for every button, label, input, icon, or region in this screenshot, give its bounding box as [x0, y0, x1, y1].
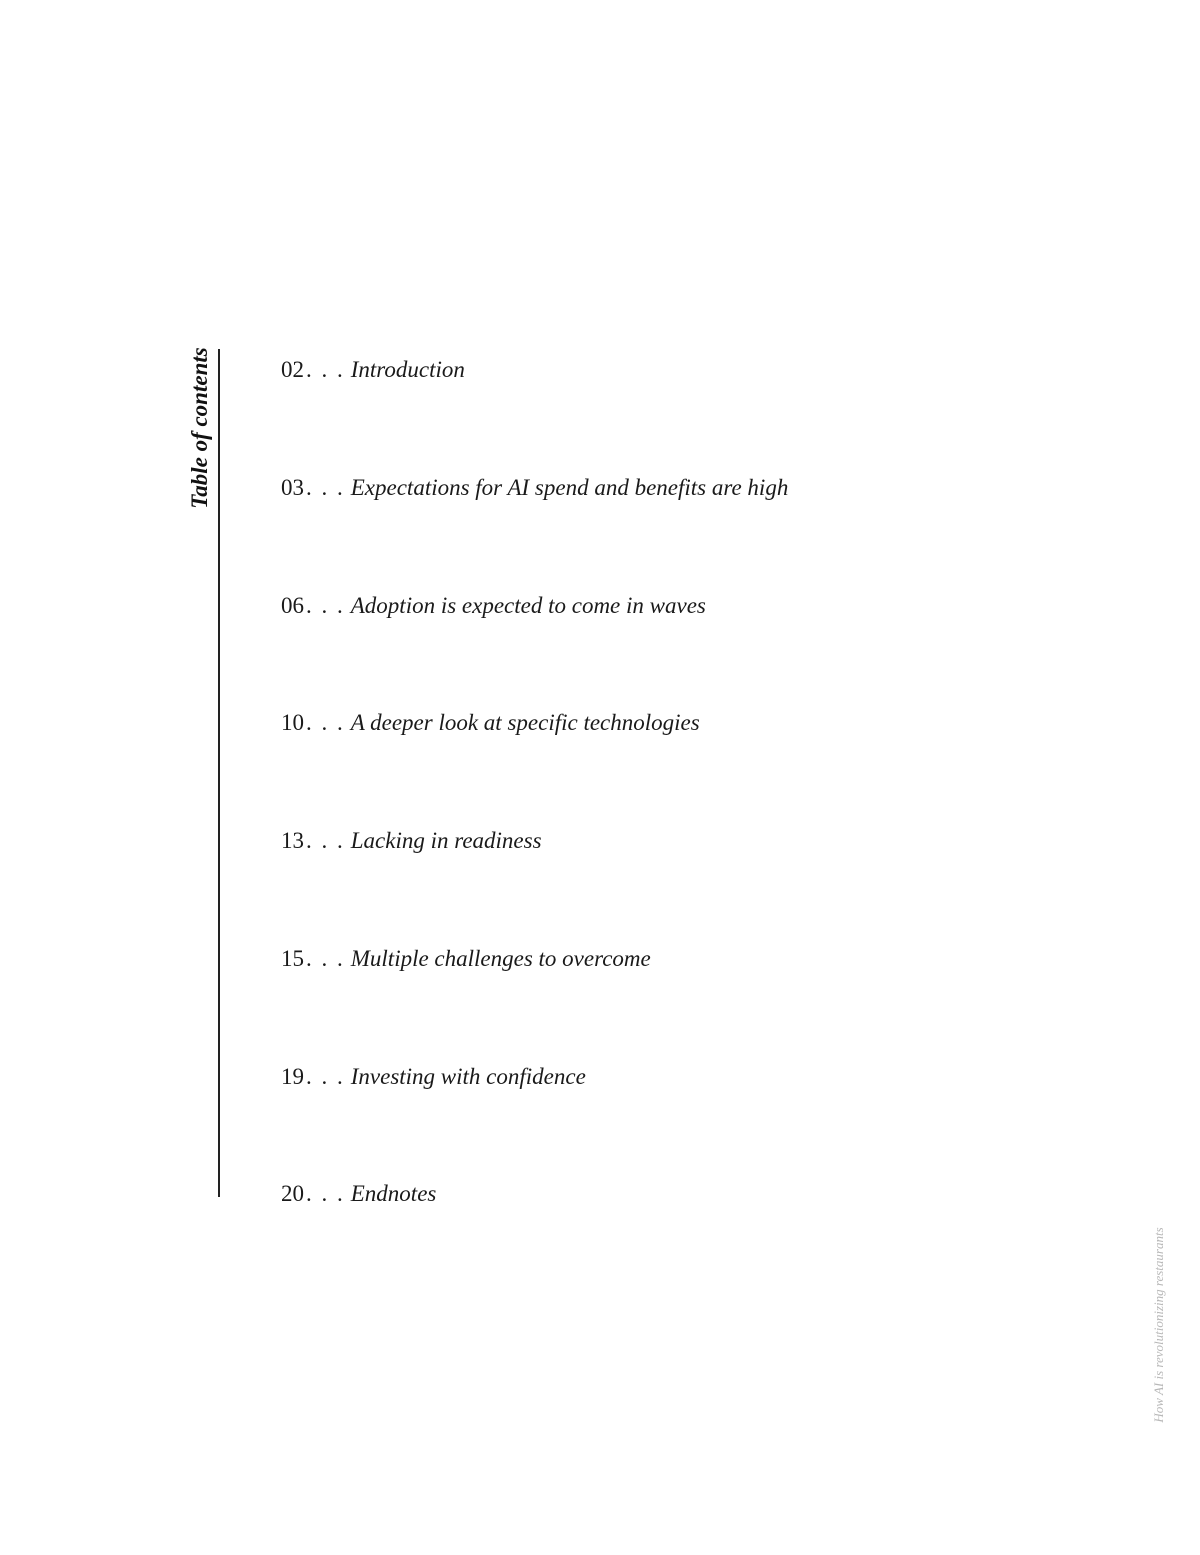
toc-entry-investing[interactable]: [281, 1057, 586, 1097]
toc-entry-leader: . . .: [306, 710, 345, 735]
toc-entry-readiness[interactable]: [281, 821, 542, 861]
toc-entry-leader: . . .: [306, 357, 345, 382]
toc-entry-page-number: 10: [281, 710, 304, 735]
toc-entry-title: Adoption is expected to come in waves: [350, 593, 706, 618]
toc-entry-title: Introduction: [350, 357, 465, 382]
toc-entry-page-number: 19: [281, 1064, 304, 1089]
toc-entry-page-number: 02: [281, 357, 304, 382]
toc-entry-introduction[interactable]: [281, 350, 465, 390]
toc-entry-leader: . . .: [306, 946, 345, 971]
toc-entry-page-number: 15: [281, 946, 304, 971]
toc-entry-deeper-look[interactable]: [281, 703, 700, 743]
toc-entry-page-number: 13: [281, 828, 304, 853]
toc-entry-leader: . . .: [306, 593, 345, 618]
toc-entry-endnotes[interactable]: [281, 1174, 436, 1214]
toc-entry-page-number: 03: [281, 475, 304, 500]
running-footer-title: How AI is revolutionizing restaurants: [1151, 1227, 1166, 1423]
toc-entry-leader: . . .: [306, 1181, 345, 1206]
toc-vertical-rule: [218, 349, 220, 1197]
toc-entry-page-number: 06: [281, 593, 304, 618]
toc-entry-page-number: 20: [281, 1181, 304, 1206]
toc-entry-challenges[interactable]: [281, 939, 651, 979]
toc-entry-leader: . . .: [306, 475, 345, 500]
toc-entry-title: Endnotes: [350, 1181, 437, 1206]
toc-entry-adoption[interactable]: [281, 586, 706, 626]
toc-entry-title: Multiple challenges to overcome: [350, 946, 651, 971]
toc-entry-expectations[interactable]: [281, 468, 788, 508]
toc-entry-leader: . . .: [306, 828, 345, 853]
toc-entry-leader: . . .: [306, 1064, 345, 1089]
toc-entry-title: Lacking in readiness: [350, 828, 542, 853]
toc-entry-title: Investing with confidence: [350, 1064, 586, 1089]
toc-heading: Table of contents: [187, 347, 212, 509]
toc-entry-title: A deeper look at specific technologies: [350, 710, 700, 735]
toc-entry-title: Expectations for AI spend and benefits are high: [350, 475, 789, 500]
